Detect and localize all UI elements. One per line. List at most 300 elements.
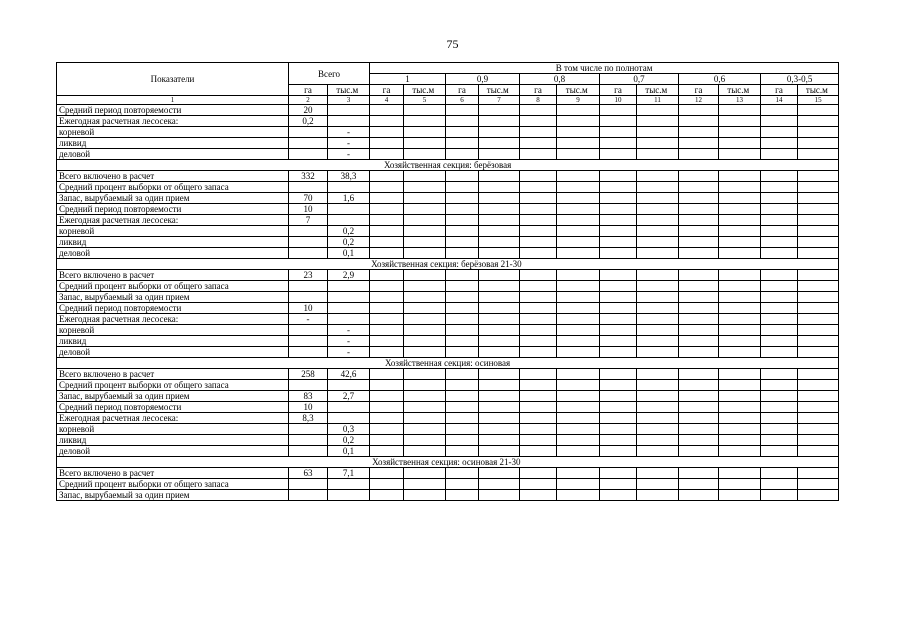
density-cell — [679, 149, 719, 160]
density-cell — [370, 215, 404, 226]
row-label: ликвид — [57, 138, 289, 149]
density-cell — [761, 479, 798, 490]
table-row — [57, 369, 839, 380]
density-cell — [557, 270, 600, 281]
density-cell — [370, 116, 404, 127]
density-cell — [446, 314, 479, 325]
total-ha-cell — [289, 446, 328, 457]
density-cell — [761, 292, 798, 303]
density-cell — [404, 468, 446, 479]
density-cell — [404, 479, 446, 490]
density-cell — [557, 193, 600, 204]
density-cell — [370, 303, 404, 314]
allowable-cut-table — [56, 62, 839, 501]
density-cell — [600, 336, 637, 347]
density-cell — [446, 468, 479, 479]
section-title: Хозяйственная секция: осиновая $21-30^0$ — [57, 457, 839, 468]
density-cell — [557, 171, 600, 182]
column-number: 1 — [57, 96, 289, 105]
total-vol-cell — [328, 402, 370, 413]
density-cell — [479, 138, 520, 149]
density-cell — [719, 127, 761, 138]
density-cell — [679, 270, 719, 281]
density-cell — [557, 248, 600, 259]
density-cell — [637, 391, 679, 402]
density-cell — [798, 446, 839, 457]
density-cell — [761, 369, 798, 380]
density-cell — [404, 226, 446, 237]
density-cell — [404, 193, 446, 204]
table-row — [57, 281, 839, 292]
total-ha-cell — [289, 435, 328, 446]
density-cell — [679, 391, 719, 402]
density-cell — [557, 215, 600, 226]
density-cell — [479, 270, 520, 281]
density-cell — [520, 105, 557, 116]
density-cell — [370, 204, 404, 215]
density-cell — [637, 226, 679, 237]
unit-ha-density-0: га — [370, 85, 404, 96]
density-cell — [479, 468, 520, 479]
total-vol-cell — [328, 281, 370, 292]
density-cell — [479, 402, 520, 413]
density-cell — [719, 402, 761, 413]
table-row — [57, 105, 839, 116]
row-label: Всего включено в расчет — [57, 270, 289, 281]
density-cell — [370, 468, 404, 479]
total-ha-cell — [289, 347, 328, 358]
column-number: 11 — [637, 96, 679, 105]
density-cell — [679, 127, 719, 138]
total-ha-cell — [289, 325, 328, 336]
density-cell — [370, 314, 404, 325]
total-ha-cell — [289, 336, 328, 347]
total-ha-cell — [289, 380, 328, 391]
total-ha-cell: 332 — [289, 171, 328, 182]
density-cell — [446, 446, 479, 457]
density-cell — [719, 105, 761, 116]
density-cell — [479, 193, 520, 204]
density-cell — [798, 314, 839, 325]
density-cell — [637, 237, 679, 248]
density-cell — [798, 347, 839, 358]
density-cell — [446, 347, 479, 358]
density-cell — [798, 182, 839, 193]
density-cell — [600, 424, 637, 435]
density-cell — [679, 402, 719, 413]
unit-ha-density-2: га — [520, 85, 557, 96]
density-cell — [520, 292, 557, 303]
density-cell — [761, 193, 798, 204]
row-label: Средний процент выборки от общего запаса — [57, 182, 289, 193]
density-cell — [637, 182, 679, 193]
unit-ha-total: га — [289, 85, 328, 96]
density-cell — [479, 105, 520, 116]
density-cell — [520, 468, 557, 479]
density-cell — [761, 116, 798, 127]
density-cell — [761, 171, 798, 182]
density-cell — [404, 171, 446, 182]
density-cell — [479, 435, 520, 446]
column-number: 14 — [761, 96, 798, 105]
density-cell — [446, 116, 479, 127]
density-cell — [679, 226, 719, 237]
density-cell — [600, 204, 637, 215]
total-ha-cell: 0,2 — [289, 116, 328, 127]
density-cell — [637, 116, 679, 127]
row-label: Ежегодная расчетная лесосека: — [57, 215, 289, 226]
density-cell — [370, 105, 404, 116]
density-cell — [370, 171, 404, 182]
density-cell — [679, 237, 719, 248]
total-vol-cell: 0,1 — [328, 446, 370, 457]
density-cell — [798, 127, 839, 138]
density-cell — [520, 347, 557, 358]
density-cell — [557, 149, 600, 160]
density-cell — [479, 237, 520, 248]
density-cell — [798, 116, 839, 127]
density-cell — [719, 149, 761, 160]
row-label: деловой — [57, 248, 289, 259]
total-ha-cell: 10 — [289, 204, 328, 215]
total-vol-cell: 0,2 — [328, 435, 370, 446]
density-cell — [520, 435, 557, 446]
density-cell — [446, 391, 479, 402]
density-cell — [637, 314, 679, 325]
density-cell — [404, 314, 446, 325]
density-cell — [600, 226, 637, 237]
density-cell — [479, 369, 520, 380]
density-cell — [600, 490, 637, 501]
density-cell — [446, 237, 479, 248]
density-cell — [637, 281, 679, 292]
total-ha-cell: 258 — [289, 369, 328, 380]
column-number: 5 — [404, 96, 446, 105]
density-cell — [404, 391, 446, 402]
density-cell — [600, 248, 637, 259]
column-number: 7 — [479, 96, 520, 105]
density-cell — [479, 347, 520, 358]
row-label: Ежегодная расчетная лесосека: — [57, 314, 289, 325]
row-label: деловой — [57, 149, 289, 160]
density-cell — [479, 490, 520, 501]
density-cell — [637, 347, 679, 358]
density-cell — [557, 413, 600, 424]
density-cell — [446, 490, 479, 501]
density-cell — [761, 402, 798, 413]
total-ha-cell — [289, 127, 328, 138]
total-vol-cell — [328, 182, 370, 193]
density-cell — [520, 204, 557, 215]
density-cell — [637, 369, 679, 380]
density-cell — [761, 347, 798, 358]
density-cell — [557, 468, 600, 479]
table-row — [57, 270, 839, 281]
density-cell — [719, 391, 761, 402]
density-cell — [404, 347, 446, 358]
density-cell — [761, 237, 798, 248]
density-cell — [404, 248, 446, 259]
density-cell — [798, 369, 839, 380]
total-ha-cell: 83 — [289, 391, 328, 402]
density-cell — [557, 138, 600, 149]
density-cell — [370, 402, 404, 413]
density-cell — [446, 215, 479, 226]
table-row — [57, 336, 839, 347]
density-cell — [404, 149, 446, 160]
section-title: Хозяйственная секция: осиновая — [57, 358, 839, 369]
density-header: 0,6 — [679, 74, 761, 85]
density-cell — [719, 336, 761, 347]
density-cell — [520, 380, 557, 391]
row-label: деловой — [57, 347, 289, 358]
row-label: Средний период повторяемости — [57, 204, 289, 215]
density-cell — [600, 171, 637, 182]
density-cell — [520, 226, 557, 237]
density-cell — [798, 270, 839, 281]
density-cell — [520, 413, 557, 424]
density-cell — [600, 292, 637, 303]
total-ha-cell — [289, 237, 328, 248]
density-cell — [404, 292, 446, 303]
table-row — [57, 193, 839, 204]
row-label: Средний процент выборки от общего запаса — [57, 479, 289, 490]
density-cell — [404, 446, 446, 457]
table-row — [57, 127, 839, 138]
density-cell — [404, 105, 446, 116]
density-cell — [679, 292, 719, 303]
density-cell — [761, 105, 798, 116]
density-cell — [446, 248, 479, 259]
total-vol-cell — [328, 292, 370, 303]
density-cell — [761, 435, 798, 446]
density-cell — [404, 325, 446, 336]
density-cell — [761, 391, 798, 402]
unit-vol-density-1: $тыс.м^3$ — [479, 85, 520, 96]
density-cell — [761, 303, 798, 314]
density-cell — [798, 248, 839, 259]
density-cell — [479, 325, 520, 336]
column-number: 4 — [370, 96, 404, 105]
header-indicators: Показатели — [57, 63, 289, 96]
row-label: деловой — [57, 446, 289, 457]
density-cell — [719, 314, 761, 325]
density-cell — [637, 105, 679, 116]
density-cell — [798, 380, 839, 391]
density-cell — [798, 237, 839, 248]
density-cell — [370, 248, 404, 259]
density-cell — [446, 193, 479, 204]
density-cell — [370, 347, 404, 358]
density-cell — [679, 347, 719, 358]
density-cell — [600, 138, 637, 149]
density-header: 0,3-0,5 — [761, 74, 839, 85]
column-number: 3 — [328, 96, 370, 105]
table-row — [57, 116, 839, 127]
column-number: 2 — [289, 96, 328, 105]
unit-ha-density-5: га — [761, 85, 798, 96]
density-cell — [761, 281, 798, 292]
density-cell — [600, 435, 637, 446]
density-cell — [404, 402, 446, 413]
density-cell — [557, 347, 600, 358]
density-header: 0,7 — [600, 74, 679, 85]
density-cell — [520, 149, 557, 160]
density-cell — [446, 369, 479, 380]
density-cell — [719, 171, 761, 182]
density-cell — [719, 248, 761, 259]
total-ha-cell — [289, 248, 328, 259]
unit-vol-density-0: $тыс.м^3$ — [404, 85, 446, 96]
density-cell — [479, 446, 520, 457]
section-title: Хозяйственная секция: берёзовая $21-30^0$ — [57, 259, 839, 270]
row-label: ликвид — [57, 435, 289, 446]
density-cell — [557, 424, 600, 435]
density-cell — [370, 413, 404, 424]
density-cell — [446, 402, 479, 413]
density-cell — [446, 281, 479, 292]
row-label: Средний процент выборки от общего запаса — [57, 281, 289, 292]
density-cell — [446, 182, 479, 193]
table-row — [57, 446, 839, 457]
density-cell — [404, 303, 446, 314]
density-cell — [479, 182, 520, 193]
row-label: корневой — [57, 424, 289, 435]
density-cell — [446, 127, 479, 138]
density-cell — [761, 182, 798, 193]
density-cell — [719, 281, 761, 292]
density-cell — [370, 424, 404, 435]
density-cell — [600, 380, 637, 391]
density-cell — [637, 336, 679, 347]
density-cell — [479, 204, 520, 215]
total-ha-cell: - — [289, 314, 328, 325]
density-cell — [370, 292, 404, 303]
density-cell — [637, 138, 679, 149]
density-cell — [679, 182, 719, 193]
density-cell — [719, 270, 761, 281]
density-cell — [719, 325, 761, 336]
density-cell — [600, 270, 637, 281]
density-cell — [798, 468, 839, 479]
density-cell — [679, 105, 719, 116]
total-ha-cell — [289, 292, 328, 303]
row-label: Всего включено в расчет — [57, 468, 289, 479]
density-cell — [719, 347, 761, 358]
density-cell — [446, 303, 479, 314]
density-cell — [479, 336, 520, 347]
density-cell — [637, 380, 679, 391]
density-cell — [446, 204, 479, 215]
density-cell — [520, 127, 557, 138]
density-cell — [479, 424, 520, 435]
row-label: Средний период повторяемости — [57, 303, 289, 314]
density-cell — [719, 237, 761, 248]
density-cell — [446, 424, 479, 435]
density-cell — [798, 204, 839, 215]
total-vol-cell — [328, 490, 370, 501]
row-label: Запас, вырубаемый за один прием — [57, 490, 289, 501]
density-cell — [679, 193, 719, 204]
density-cell — [637, 270, 679, 281]
density-cell — [637, 303, 679, 314]
table-row — [57, 413, 839, 424]
density-cell — [557, 303, 600, 314]
density-cell — [761, 248, 798, 259]
density-cell — [557, 226, 600, 237]
density-cell — [557, 105, 600, 116]
density-cell — [404, 138, 446, 149]
table-row — [57, 468, 839, 479]
density-cell — [479, 127, 520, 138]
density-cell — [798, 303, 839, 314]
density-cell — [679, 435, 719, 446]
density-cell — [370, 479, 404, 490]
density-cell — [719, 303, 761, 314]
density-cell — [479, 314, 520, 325]
total-vol-cell — [328, 380, 370, 391]
density-cell — [404, 380, 446, 391]
density-cell — [479, 391, 520, 402]
row-label: корневой — [57, 127, 289, 138]
header-total: Всего — [289, 63, 370, 85]
density-cell — [637, 127, 679, 138]
density-cell — [446, 292, 479, 303]
density-cell — [637, 292, 679, 303]
total-ha-cell: 7 — [289, 215, 328, 226]
table-row — [57, 182, 839, 193]
density-cell — [370, 281, 404, 292]
density-cell — [404, 281, 446, 292]
density-cell — [404, 237, 446, 248]
density-cell — [679, 490, 719, 501]
density-cell — [761, 138, 798, 149]
density-cell — [557, 490, 600, 501]
unit-vol-density-5: $тыс.м^3$ — [798, 85, 839, 96]
density-cell — [719, 446, 761, 457]
density-cell — [600, 193, 637, 204]
density-cell — [679, 116, 719, 127]
density-cell — [370, 270, 404, 281]
column-number: 8 — [520, 96, 557, 105]
density-cell — [600, 369, 637, 380]
density-cell — [557, 204, 600, 215]
density-cell — [370, 391, 404, 402]
unit-vol-density-3: $тыс.м^3$ — [637, 85, 679, 96]
density-cell — [761, 424, 798, 435]
density-cell — [600, 314, 637, 325]
density-cell — [557, 127, 600, 138]
header-including: В том числе по полнотам — [370, 63, 839, 74]
table-row — [57, 314, 839, 325]
table-row — [57, 424, 839, 435]
density-cell — [479, 281, 520, 292]
density-cell — [404, 215, 446, 226]
density-cell — [761, 468, 798, 479]
density-cell — [637, 325, 679, 336]
total-vol-cell: 7,1 — [328, 468, 370, 479]
density-cell — [679, 446, 719, 457]
density-cell — [370, 127, 404, 138]
density-cell — [798, 336, 839, 347]
table-row — [57, 226, 839, 237]
density-cell — [761, 446, 798, 457]
density-cell — [557, 391, 600, 402]
density-cell — [370, 435, 404, 446]
section-title: Хозяйственная секция: берёзовая — [57, 160, 839, 171]
density-cell — [370, 237, 404, 248]
density-cell — [520, 193, 557, 204]
